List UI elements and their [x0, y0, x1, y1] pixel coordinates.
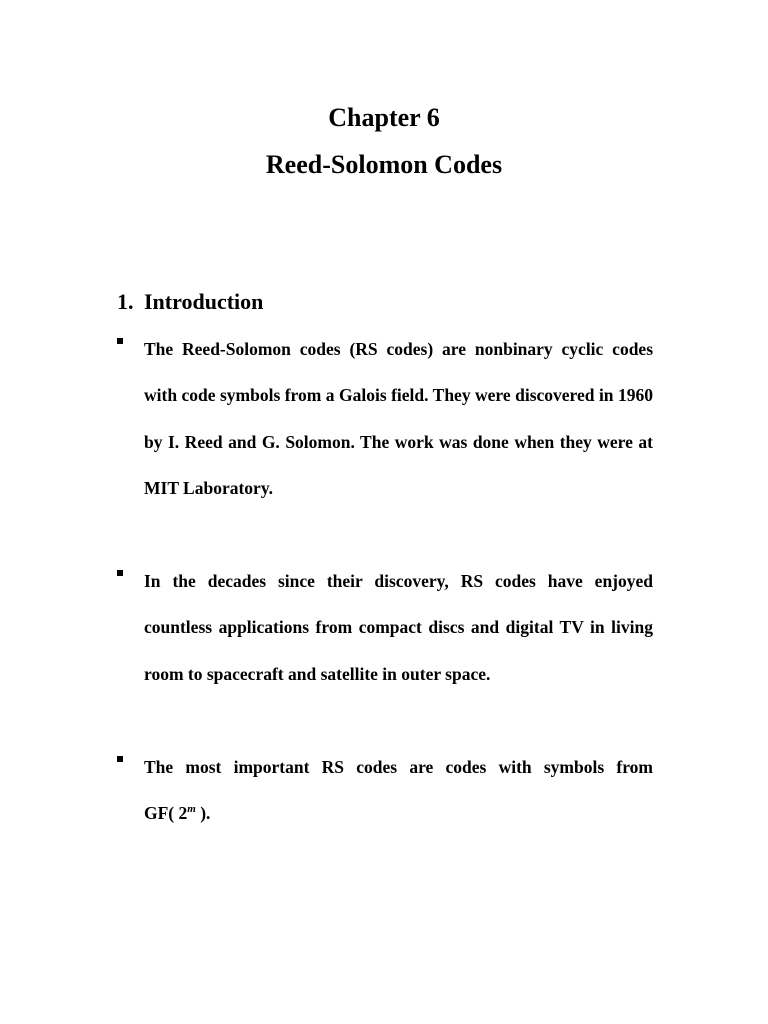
section-title: Introduction: [144, 289, 264, 314]
gf-suffix: ).: [200, 803, 211, 824]
bullet-square-icon: [117, 338, 123, 344]
section-number: 1.: [117, 289, 134, 314]
bullet-text: The Reed-Solomon codes (RS codes) are nonbinary cyclic codes with code symbols from a Galois field. They were discovered in 1960 by I. Reed and G. Solomon. The work was done when they were at MIT Laboratory.: [144, 339, 653, 498]
section-heading: [117, 291, 263, 313]
gf-exponent: m: [187, 803, 196, 816]
gf-base: 2: [178, 803, 188, 824]
chapter-title: Reed-Solomon Codes: [265, 150, 503, 179]
gf-prefix: GF(: [144, 803, 175, 824]
galois-field-expression: [144, 803, 210, 823]
bullet-text: [144, 744, 653, 837]
bullet-square-icon: [117, 756, 123, 762]
chapter-number: Chapter 6: [328, 103, 440, 132]
bullet-square-icon: [117, 570, 123, 576]
bullet-text: In the decades since their discovery, RS codes have enjoyed countless applications from compact discs and digital TV in living room to spacecraft and satellite in outer space.: [144, 571, 653, 684]
bullet-text-main: The most important RS codes are codes with symbols from: [144, 757, 653, 777]
